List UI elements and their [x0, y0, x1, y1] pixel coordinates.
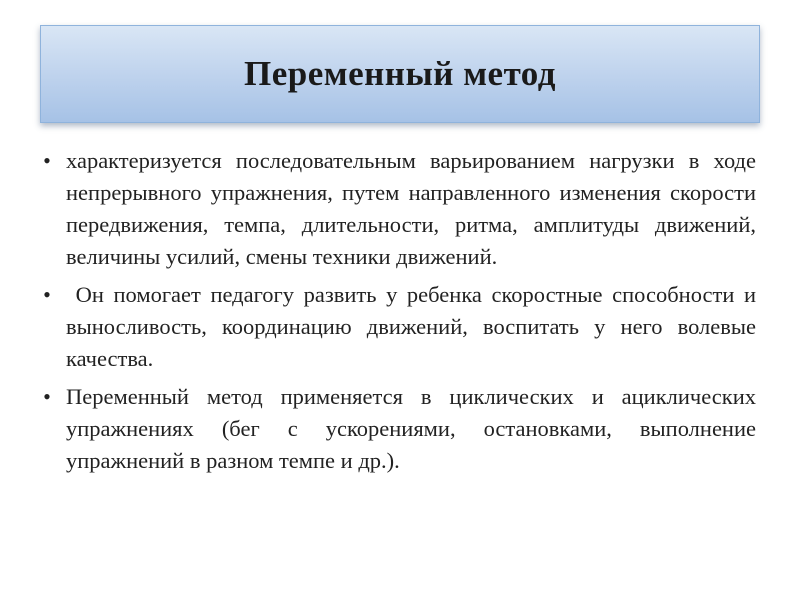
bullet-text: характеризуется последовательным варьированием нагрузки в ходе непрерывного упражнения, путем направленного изменения скорости передвижения, темпа, длительности, ритма, амплитуды движений, величины усилий, смены техники движений.	[66, 148, 756, 269]
bullet-item	[40, 381, 756, 477]
bullet-icon: •	[43, 282, 51, 307]
bullet-list	[40, 145, 762, 483]
title-banner	[40, 25, 760, 123]
bullet-text: Переменный метод применяется в циклических и ациклических упражнениях (бег с ускорениями, остановками, выполнение упражнений в разном темпе и др.).	[66, 384, 756, 473]
bullet-item	[40, 145, 756, 273]
slide-title: Переменный метод	[243, 54, 556, 93]
bullet-text: Он помогает педагогу развить у ребенка скоростные способности и выносливость, координацию движений, воспитать у него волевые качества.	[66, 282, 762, 371]
bullet-item	[40, 279, 762, 375]
bullet-icon: •	[43, 148, 51, 173]
bullet-icon: •	[43, 384, 51, 409]
